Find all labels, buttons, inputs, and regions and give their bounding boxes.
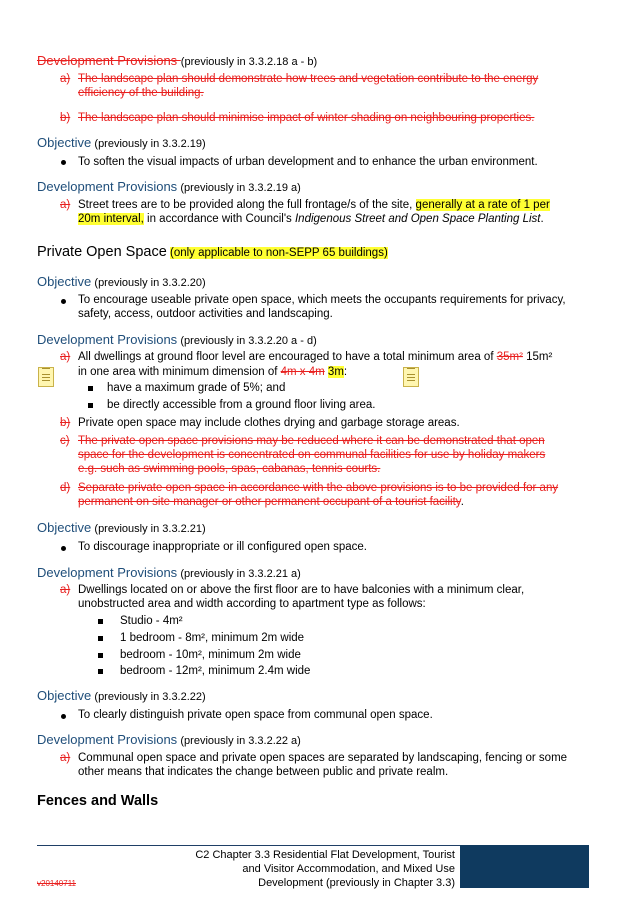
heading-title: Private Open Space — [37, 244, 167, 260]
list-marker: a) — [60, 73, 71, 85]
sub-list-item: bedroom - 12m², minimum 2.4m wide — [120, 665, 311, 677]
deleted-text: The landscape plan should minimise impact of winter shading on neighbouring properties. — [78, 112, 535, 124]
deleted-text: space for the development is concentrated on communal facilities for use by holiday makers — [78, 449, 546, 461]
section-heading-obj4 — [37, 688, 206, 705]
text: All dwellings at ground floor level are encouraged to have a total minimum area of — [78, 351, 497, 363]
footer-line: C2 Chapter 3.3 Residential Flat Development, Tourist — [195, 849, 455, 861]
text: . — [540, 213, 544, 225]
list-marker: b) — [60, 417, 71, 429]
heading-ref: (previously in 3.3.2.19) — [94, 138, 206, 150]
deleted-text: The private open space provisions may be reduced where it can be demonstrated that open — [78, 435, 545, 447]
heading-ref: (previously in 3.3.2.21) — [94, 523, 206, 535]
list-marker: a) — [60, 584, 71, 596]
footer-line: and Visitor Accommodation, and Mixed Use — [242, 863, 455, 875]
list-item: To encourage useable private open space, which meets the occupants requirements for privacy, — [78, 294, 566, 306]
list-item: safety, access, outdoor activities and landscaping. — [78, 308, 333, 320]
list-marker: a) — [60, 752, 71, 764]
deleted-text: 4m x 4m — [280, 366, 325, 378]
text: in one area with minimum dimension of — [78, 366, 281, 378]
heading-title: Objective — [37, 520, 92, 535]
bullet — [61, 546, 66, 551]
heading-ref: (previously in 3.3.2.19 a) — [180, 182, 301, 194]
heading-note: (only applicable to non-SEPP 65 buildings) — [169, 247, 388, 259]
section-heading-obj2 — [37, 274, 206, 291]
list-marker: c) — [60, 435, 70, 447]
list-item-line — [78, 198, 550, 213]
heading-ref: (previously in 3.3.2.18 a - b) — [180, 56, 318, 68]
deleted-text: permanent on site manager or other permanent occupant of a tourist facility — [78, 496, 461, 508]
text: . — [460, 496, 464, 508]
heading-title: Development Provisions — [37, 565, 178, 580]
section-heading-dp1 — [37, 53, 317, 70]
bullet — [98, 669, 103, 674]
list-marker: d) — [60, 482, 71, 494]
bullet — [98, 619, 103, 624]
list-item: Communal open space and private open spaces are separated by landscaping, fencing or some — [78, 752, 568, 764]
heading-ref: (previously in 3.3.2.22) — [94, 691, 206, 703]
text: : — [343, 366, 348, 378]
list-item: To soften the visual impacts of urban development and to enhance the urban environment. — [78, 156, 538, 168]
list-item: unobstructed area and width according to apartment type as follows: — [78, 598, 426, 610]
list-item-line — [78, 212, 544, 227]
section-heading-fences: Fences and Walls — [37, 793, 159, 809]
list-item: To clearly distinguish private open space from communal open space. — [78, 709, 433, 721]
text: Street trees are to be provided along the full frontage/s of the site, — [78, 199, 416, 211]
comment-note-icon[interactable] — [403, 367, 419, 387]
heading-ref: (previously in 3.3.2.20 a - d) — [180, 335, 317, 347]
heading-title: Objective — [37, 135, 92, 150]
list-marker: b) — [60, 112, 71, 124]
section-heading-private-open-space — [37, 245, 388, 261]
section-heading-obj1 — [37, 135, 206, 152]
section-heading-dp2 — [37, 179, 301, 196]
sub-list-item: bedroom - 10m², minimum 2m wide — [120, 649, 301, 661]
bullet — [61, 299, 66, 304]
list-item-line — [78, 365, 347, 380]
section-heading-dp3 — [37, 332, 317, 349]
sub-list-item: Studio - 4m² — [120, 615, 183, 627]
deleted-text: The landscape plan should demonstrate how trees and vegetation contribute to the energy — [78, 73, 539, 85]
heading-ref: (previously in 3.3.2.22 a) — [180, 735, 301, 747]
section-heading-dp4 — [37, 565, 301, 582]
list-item: Private open space may include clothes drying and garbage storage areas. — [78, 417, 460, 429]
heading-title: Development Provisions — [37, 732, 178, 747]
list-marker: a) — [60, 199, 71, 211]
document-title: Indigenous Street and Open Space Planting List — [294, 213, 541, 225]
highlighted-text: 20m interval, — [78, 213, 144, 225]
heading-title: Development Provisions — [37, 332, 178, 347]
list-item: To discourage inappropriate or ill configured open space. — [78, 541, 367, 553]
heading-title: Objective — [37, 688, 92, 703]
text: in accordance with Council's — [143, 213, 295, 225]
heading-title: Objective — [37, 274, 92, 289]
bullet — [61, 160, 66, 165]
highlighted-text: 3m — [327, 366, 344, 378]
sub-list-item: 1 bedroom - 8m², minimum 2m wide — [120, 632, 305, 644]
heading-ref: (previously in 3.3.2.21 a) — [180, 568, 301, 580]
deleted-text: 35m² — [496, 351, 523, 363]
list-item-line — [78, 495, 464, 510]
deleted-text: e.g. such as swimming pools, spas, cabanas, tennis courts. — [78, 463, 381, 475]
heading-ref: (previously in 3.3.2.20) — [94, 277, 206, 289]
footer-brand-box — [460, 845, 589, 888]
list-marker: a) — [60, 351, 71, 363]
bullet — [88, 403, 93, 408]
list-item-line — [78, 350, 552, 365]
sub-list-item: have a maximum grade of 5%; and — [107, 382, 286, 394]
bullet — [88, 386, 93, 391]
bullet — [98, 653, 103, 658]
deleted-text: efficiency of the building. — [78, 87, 204, 99]
list-item: other means that indicates the change between public and private realm. — [78, 766, 449, 778]
bullet — [98, 636, 103, 641]
highlighted-text: generally at a rate of 1 per — [415, 199, 550, 211]
list-item: Dwellings located on or above the first floor are to have balconies with a minimum clear, — [78, 584, 525, 596]
section-heading-obj3 — [37, 520, 206, 537]
section-heading-dp5 — [37, 732, 301, 749]
heading-title: Development Provisions — [37, 53, 181, 68]
version-stamp: v20140711 — [37, 879, 76, 888]
sub-list-item: be directly accessible from a ground floor living area. — [107, 399, 376, 411]
bullet — [61, 714, 66, 719]
comment-note-icon[interactable] — [38, 367, 54, 387]
footer-line: Development (previously in Chapter 3.3) — [258, 877, 455, 889]
footer-chapter-title — [195, 848, 455, 890]
heading-title: Development Provisions — [37, 179, 178, 194]
deleted-text: Separate private open space in accordance with the above provisions is to be provided for any — [78, 482, 559, 494]
text: 15m² — [522, 351, 553, 363]
